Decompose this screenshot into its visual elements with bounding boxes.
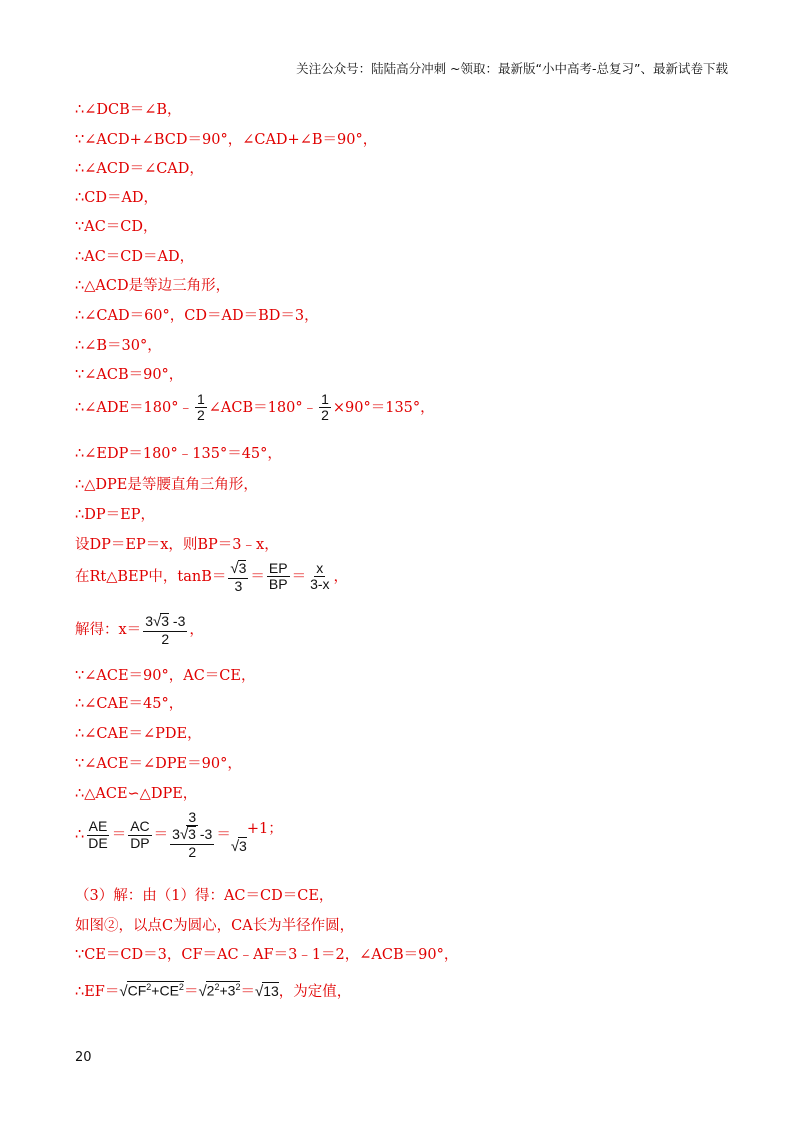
solution-line: ∴DP＝EP， [75,507,155,523]
fraction: $\frac{AE}{DE}$ [88,818,108,851]
solution-line: 如图②，以点C为圆心，CA长为半径作圆， [75,918,355,934]
solution-line: ∴△ACE∽△DPE， [75,786,198,802]
fraction: $\frac{AC}{DP}$ [130,818,150,851]
solution-line: ∵∠ACD+∠BCD＝90°，∠CAD+∠B＝90°， [75,132,378,148]
sqrt-sign: √ [179,826,189,844]
solution-line-tan: 在Rt△BEP中，tanB＝ $\frac{√3}{3}$ ＝ $\frac{EP}{BP}$ ＝ $\frac{x}{3-x}$ ， [75,560,349,594]
solution-line: ∴∠CAE＝45°， [75,696,184,712]
solution-line-ratio: ∴ $\frac{AE}{DE}$ ＝ $\frac{AC}{DP}$ ＝ 3 3√3 -3 2 ＝√3+1； [75,809,283,860]
sqrt-sign: √ [152,613,162,630]
sqrt-sign: √ [198,983,207,1000]
page-header: 关注公众号：陆陆高分冲刺 ~领取：最新版“小中高考-总复习”、最新试卷下载 [296,61,728,76]
sqrt-expression: $√CF^2+CE^2$ [119,982,184,1000]
solution-line-fraction: ∴∠ADE＝180°﹣ $\frac{1}{2}$ ∠ACB＝180°﹣ $\frac{1}{2}$ ×90°＝135°， [75,391,435,424]
sqrt-sign: √ [254,983,264,1000]
sqrt-sign: √ [230,560,239,577]
sqrt-expression: √13 [254,983,279,1000]
solution-line: ∴AC＝CD＝AD， [75,249,195,265]
solution-line: ∵∠ACE＝∠DPE＝90°， [75,756,242,772]
solution-line: ∴∠B＝30°， [75,338,162,354]
fraction: $\frac{1}{2}$ [196,391,205,424]
fraction: $\frac{√3}{3}$ [230,560,247,594]
solution-line: ∵AC＝CD， [75,219,158,235]
page-number: 20 [75,1050,92,1065]
fraction: $\frac{x}{3-x}$ [310,560,330,593]
solution-line: ∴△ACD是等边三角形， [75,278,231,294]
solution-line: ∴CD＝AD， [75,190,159,206]
solution-line: ∵CE＝CD＝3，CF＝AC﹣AF＝3﹣1＝2，∠ACB＝90°， [75,947,459,963]
solution-line: （3）解：由（1）得：AC＝CD＝CE， [75,888,334,904]
solution-line: 设DP＝EP＝x，则BP＝3﹣x， [75,537,279,553]
fraction: $\frac{3√3 -3}{2}$ [145,613,186,647]
solution-line: ∴∠EDP＝180°﹣135°＝45°， [75,446,282,462]
solution-line: ∴△DPE是等腰直角三角形， [75,477,258,493]
sqrt-sign: √ [230,838,240,856]
solution-line: ∴∠DCB＝∠B， [75,102,182,118]
fraction: $\frac{1}{2}$ [321,391,329,424]
solution-line: ∵∠ACB＝90°， [75,367,184,383]
solution-line-solve: 解得：x＝ $\frac{3√3 -3}{2}$ ， [75,613,204,647]
solution-line: ∴∠CAE＝∠PDE， [75,726,202,742]
solution-line: ∵∠ACE＝90°，AC＝CE， [75,668,256,684]
solution-line-ef: $\therefore EF=√CF^2+CE^2=√2^2+3^2=√13$，为定值， [75,982,352,1000]
sqrt-expression: √3 [230,838,247,856]
solution-line: ∴∠ACD＝∠CAD， [75,161,204,177]
sqrt-sign: √ [119,983,128,1000]
sqrt-expression: $√2^2+3^2$ [198,982,241,1000]
complex-fraction: 3 3√3 -3 2 [172,809,213,860]
fraction: $\frac{EP}{BP}$ [268,560,288,593]
solution-line: ∴∠CAD＝60°，CD＝AD＝BD＝3， [75,308,319,324]
